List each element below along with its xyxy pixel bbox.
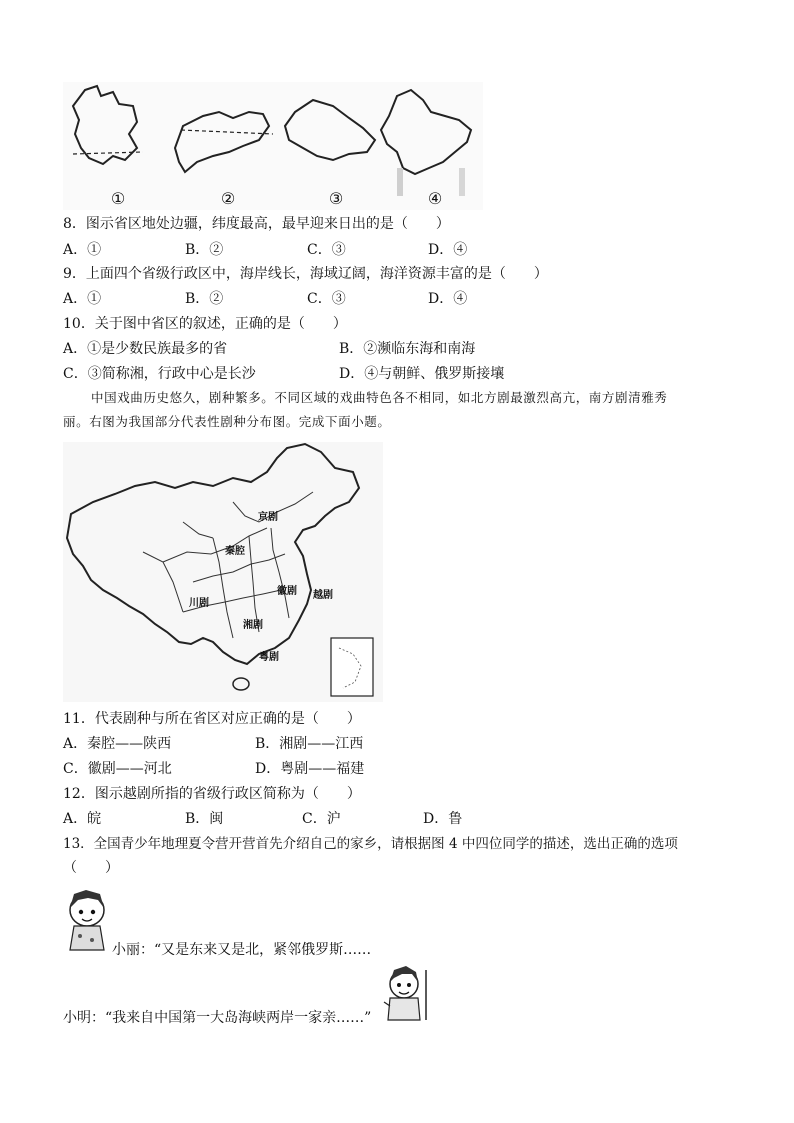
figure-label-3: ③ [328, 189, 344, 208]
q10-option-d[interactable]: D．④与朝鲜、俄罗斯接壤 [339, 366, 505, 382]
intro-line-2: 丽。右图为我国部分代表性剧种分布图。完成下面小题。 [63, 414, 391, 429]
figure-label-2: ② [220, 189, 236, 208]
map-label-yueju: 越剧 [313, 590, 333, 601]
q9-option-c[interactable]: C．③ [307, 291, 346, 307]
province-outlines-figure [63, 82, 483, 210]
south-sea-inset [331, 638, 373, 696]
q11-option-d[interactable]: D．粤剧——福建 [255, 761, 365, 777]
q11-option-c[interactable]: C．徽剧——河北 [63, 761, 172, 777]
map-label-huiju: 徽剧 [277, 586, 297, 597]
q9-stem: 9．上面四个省级行政区中，海岸线长，海域辽阔，海洋资源丰富的是（ ） [63, 266, 548, 282]
figure-label-1: ① [110, 189, 126, 208]
opera-distribution-map [63, 442, 383, 702]
q9-option-b[interactable]: B．② [185, 291, 224, 307]
intro-line-1: 中国戏曲历史悠久，剧种繁多。不同区域的戏曲特色各不相同，如北方剧最激烈高亢，南方剧清雅秀 [91, 390, 668, 405]
q8-stem: 8．图示省区地处边疆，纬度最高，最早迎来日出的是（ ） [63, 216, 450, 232]
figure-label-4: ④ [427, 189, 443, 208]
q12-option-d[interactable]: D．鲁 [423, 811, 463, 827]
student-xiaoli-speech: 小丽：“又是东来又是北，紧邻俄罗斯…… [112, 942, 372, 958]
q8-option-d[interactable]: D．④ [428, 242, 468, 258]
q10-option-a[interactable]: A．①是少数民族最多的省 [63, 341, 228, 357]
q8-option-b[interactable]: B．② [185, 242, 224, 258]
map-label-yueju-cantonese: 粤剧 [259, 652, 279, 663]
q10-stem: 10．关于图中省区的叙述，正确的是（ ） [63, 316, 347, 332]
q10-option-b[interactable]: B．②濒临东海和南海 [339, 341, 476, 357]
q13-answer-blank: （ ） [63, 860, 119, 876]
map-label-jingju: 京剧 [258, 512, 278, 523]
student-xiaoming-speech: 小明：“我来自中国第一大岛海峡两岸一家亲……” [63, 1010, 372, 1026]
q9-option-d[interactable]: D．④ [428, 291, 468, 307]
q8-option-c[interactable]: C．③ [307, 242, 346, 258]
q11-option-a[interactable]: A．秦腔——陕西 [63, 736, 172, 752]
student-girl-avatar [64, 888, 110, 954]
q12-option-c[interactable]: C．沪 [302, 811, 341, 827]
q10-option-c[interactable]: C．③简称湘，行政中心是长沙 [63, 366, 256, 382]
q11-option-b[interactable]: B．湘剧——江西 [255, 736, 364, 752]
q13-stem: 13．全国青少年地理夏令营开营首先介绍自己的家乡，请根据图 4 中四位同学的描述，选出正确的选项 [63, 836, 678, 852]
map-label-xiangju: 湘剧 [243, 620, 263, 631]
q12-option-a[interactable]: A．皖 [63, 811, 102, 827]
q9-option-a[interactable]: A．① [63, 291, 102, 307]
q11-stem: 11．代表剧种与所在省区对应正确的是（ ） [63, 711, 361, 727]
student-boy-avatar [382, 966, 430, 1022]
map-label-qinqiang: 秦腔 [225, 546, 245, 557]
map-label-chuanju: 川剧 [189, 598, 209, 609]
q12-option-b[interactable]: B．闽 [185, 811, 224, 827]
q12-stem: 12．图示越剧所指的省级行政区简称为（ ） [63, 786, 361, 802]
q8-option-a[interactable]: A．① [63, 242, 102, 258]
